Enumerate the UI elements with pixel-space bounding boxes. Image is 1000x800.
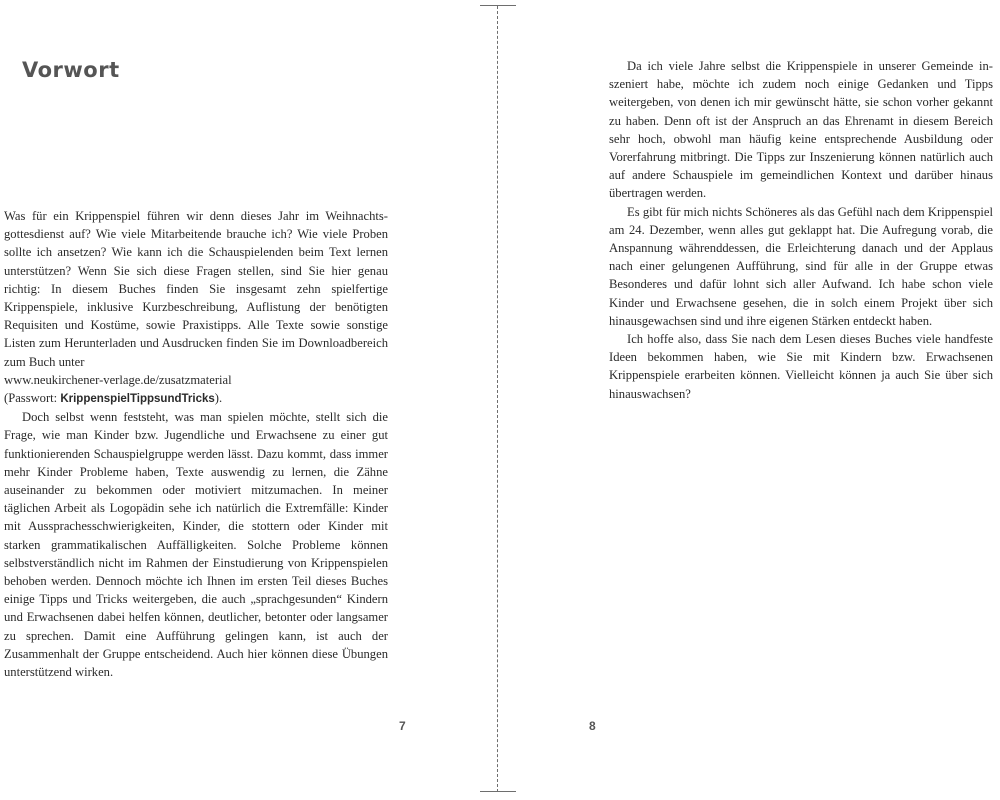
password-line bbox=[4, 389, 388, 408]
page-number-right: 8 bbox=[589, 719, 596, 733]
right-paragraph-1: Da ich viele Jahre selbst die Krippenspiele in unserer Gemeinde inszeniert habe, möchte ich zudem noch einige Gedanken und Tipps weitergeben, von denen ich mir gewünscht hätte, sie schon vorher gekannt zu haben. Denn oft ist der Anspruch an das Ehrenamt in diesem Bereich sehr hoch, obwohl man häufig keine entsprechende Ausbildung oder Vorerfahrung mitbringt. Die Tipps zur Inszenierung können natürlich auch auf andere Schauspiele im gemeindlichen Kontext und darüber hinaus übertragen werden. bbox=[609, 59, 993, 201]
right-paragraph-3: Ich hoffe also, dass Sie nach dem Lesen dieses Buches viele handfeste Ideen bekommen haben, wie Sie mit Kindern bzw. Erwachsenen Krippenspiele erarbeiten können. Vielleicht können ja auch Sie über sich hinauswachsen? bbox=[609, 332, 993, 401]
fold-bottom-mark bbox=[480, 791, 516, 792]
right-paragraph-2: Es gibt für mich nichts Schöneres als das Gefühl nach dem Krippenspiel am 24. Dezember, wenn alles gut geklappt hat. Die Aufregung vorab, die Anspannung währenddessen, die Erleichterung danach und der Applaus nach einer gelungenen Aufführung, sind für alle in der Gruppe etwas Besonderes und dafür lohnt sich aller Aufwand. Ich habe schon viele Kinder und Erwachsene gesehen, die in solch einem Projekt über sich hinausgewachsen sind und ihre eigenen Stärken entdeckt haben. bbox=[609, 204, 993, 328]
password-prefix: (Passwort: bbox=[4, 391, 61, 406]
password-suffix: ). bbox=[214, 391, 223, 406]
left-page-body bbox=[4, 207, 388, 681]
left-paragraph-2: Doch selbst wenn feststeht, was man spielen möchte, stellt sich die Frage, wie man Kinder bzw. Jugendliche und Erwachsene zu einer gut funktionierenden Schauspielgruppe werden lässt. Dazu kommt, dass immer mehr Kinder Probleme haben, Texte auswendig zu lernen, die Zähne auseinander zu bekommen oder motiviert mitzumachen. In meiner täglichen Arbeit als Logopädin sehe ich natürlich die Extremfälle: Kinder mit Aussprachesschwierigkeiten, Kinder, die stottern oder Kinder mit starken grammatikalischen Auffälligkeiten. Solche Probleme können selbstverständlich nicht im Rahmen der Einstudierung von Krippenspielen behoben werden. Dennoch möchte ich Ihnen im ersten Teil dieses Buches einige Tipps und Tricks weitergeben, die auch „sprachgesunden“ Kindern und Erwachsenen dabei helfen können, deutlicher, betonter oder langsamer zu sprechen. Damit eine Aufführung gelingen kann, ist auch der Zusammenhalt der Gruppe entscheidend. Auch hier können diese Übungen unterstützend wirken. bbox=[4, 410, 388, 680]
chapter-title: Vorwort bbox=[22, 58, 120, 82]
page-number-left: 7 bbox=[399, 719, 406, 733]
center-fold-line bbox=[497, 6, 498, 792]
password-value: KrippenspielTippsundTricks bbox=[60, 393, 215, 406]
download-url: www.neukirchener-verlage.de/zusatzmaterial bbox=[4, 372, 232, 387]
left-paragraph-1-text: Was für ein Krippenspiel führen wir denn dieses Jahr im Weihnachtsgottesdienst auf? Wie viele Mitarbeitende brauche ich? Wie viele Proben sollte ich ansetzen? Wie kann ich die Schauspielenden beim Text lernen unterstützen? Wenn Sie sich diese Fragen stellen, sind Sie hier genau richtig: In diesem Buches finden Sie insgesamt zehn spielfertige Krippenspiele, inklusive Kurzbeschreibung, Auflistung der benötigten Requisiten und Kostüme, sowie Praxistipps. Alle Texte sowie sonstige Listen zum Herunterladen und Ausdrucken finden Sie im Downloadbereich zum Buch unter bbox=[4, 209, 388, 369]
left-paragraph-1 bbox=[4, 207, 388, 408]
right-page-body bbox=[609, 57, 993, 403]
fold-top-mark bbox=[480, 5, 516, 6]
